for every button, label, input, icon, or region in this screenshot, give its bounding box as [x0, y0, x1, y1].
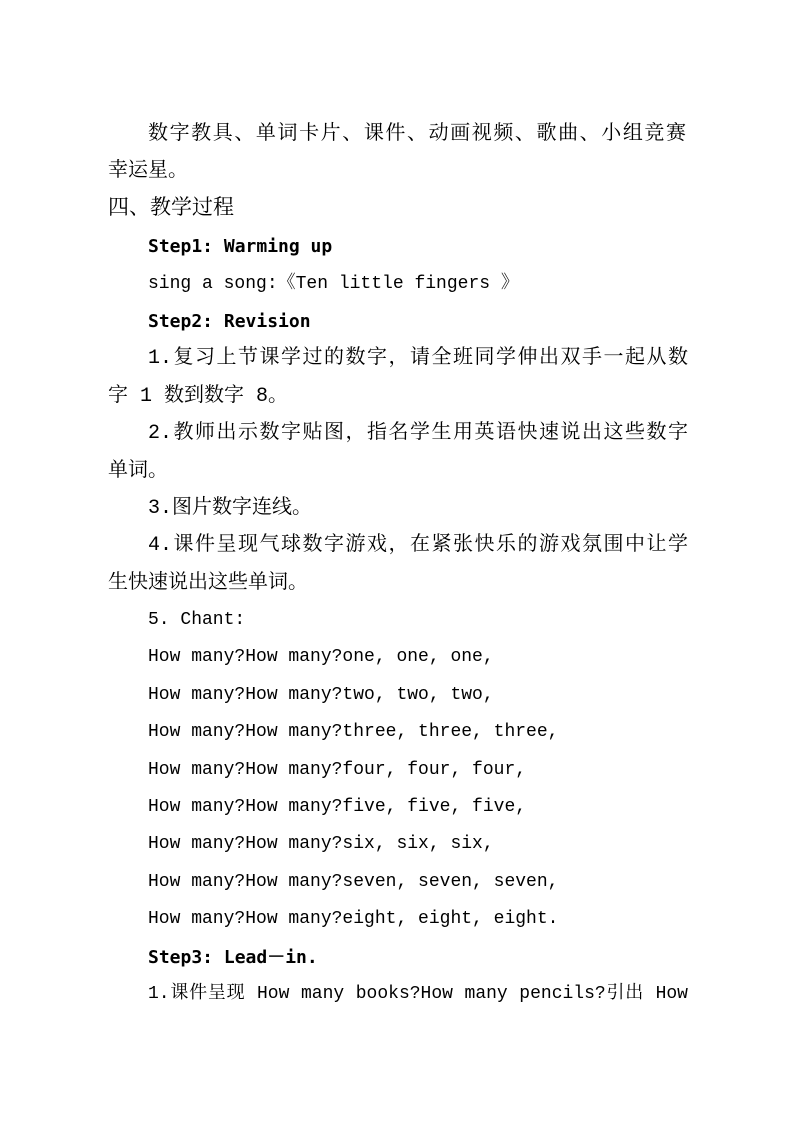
materials-line: 幸运星。	[108, 160, 188, 184]
chant-line: How many?How many?four, four, four,	[148, 759, 527, 780]
step2-line: 字 1 数到数字 8。	[108, 384, 289, 408]
chant-line: How many?How many?six, six, six,	[148, 834, 494, 855]
chant-line: How many?How many?two, two, two,	[148, 684, 494, 705]
chant-line: How many?How many?eight, eight, eight.	[148, 909, 559, 930]
step2-line: 单词。	[108, 459, 168, 483]
materials-line: 数字教具、单词卡片、课件、动画视频、歌曲、小组竞赛	[148, 123, 686, 146]
step2-title: Step2: Revision	[148, 310, 311, 332]
step2-line: 4.课件呈现气球数字游戏，在紧张快乐的游戏氛围中让学	[148, 534, 688, 558]
chant-line: How many?How many?seven, seven, seven,	[148, 871, 559, 892]
section-heading: 四、教学过程	[108, 197, 234, 221]
lesson-plan-body	[108, 116, 689, 1013]
step2-line: 1.复习上节课学过的数字，请全班同学伸出双手一起从数	[148, 347, 688, 371]
step3-line: 1.课件呈现 How many books?How many pencils?引出 How	[148, 983, 688, 1004]
chant-line: How many?How many?one, one, one,	[148, 647, 494, 668]
step2-line: 生快速说出这些单词。	[108, 571, 308, 595]
step1-song: sing a song:《Ten little fingers 》	[148, 273, 519, 294]
chant-line: How many?How many?three, three, three,	[148, 722, 559, 743]
step3-title: Step3: Lead－in.	[148, 946, 318, 968]
step2-line: 2.教师出示数字贴图，指名学生用英语快速说出这些数字	[148, 422, 688, 446]
step1-title: Step1: Warming up	[148, 236, 333, 258]
chant-line: How many?How many?five, five, five,	[148, 797, 527, 818]
step2-line: 3.图片数字连线。	[148, 496, 313, 520]
chant-label: 5. Chant:	[148, 610, 246, 631]
